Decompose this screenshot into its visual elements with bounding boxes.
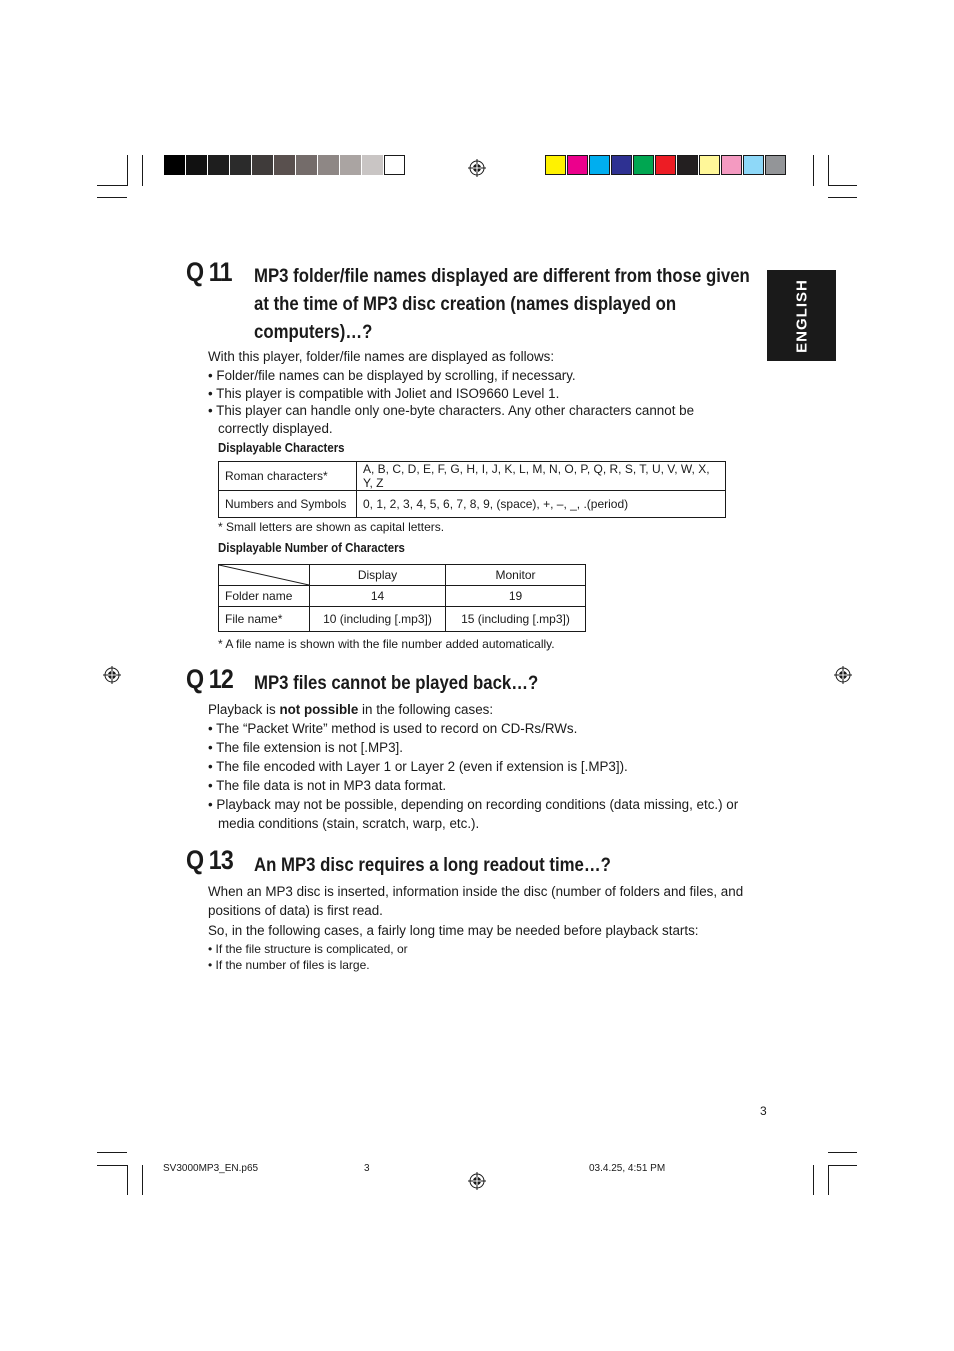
- row-value: 0, 1, 2, 3, 4, 5, 6, 7, 8, 9, (space), +, –, _, .(period): [357, 491, 726, 518]
- crop-mark: [828, 185, 857, 186]
- crop-mark: [828, 1152, 857, 1153]
- footer-filename: SV3000MP3_EN.p65: [163, 1163, 259, 1174]
- crop-mark: [142, 1165, 143, 1195]
- q12-number: Q 12: [186, 664, 233, 694]
- footer-page: 3: [364, 1163, 370, 1174]
- q12-title: MP3 files cannot be played back…?: [254, 672, 539, 694]
- crop-mark: [828, 197, 857, 198]
- color-swatch: [633, 155, 654, 175]
- q12-bullet: • The file data is not in MP3 data format.: [208, 778, 447, 793]
- page-number: 3: [760, 1104, 767, 1118]
- q11-title: MP3 folder/file names displayed are different from those given at the time of MP3 disc creation (names displayed on computers)…?: [254, 265, 750, 343]
- cell-display: 10 (including [.mp3]): [310, 607, 446, 632]
- registration-mark-icon: [834, 666, 852, 684]
- crop-mark: [127, 1165, 128, 1195]
- gray-swatch: [362, 155, 383, 175]
- crop-mark: [97, 1165, 127, 1166]
- q12-intro-text: Playback is: [208, 702, 280, 717]
- gray-swatch: [186, 155, 207, 175]
- footer-timestamp: 03.4.25, 4:51 PM: [589, 1163, 666, 1174]
- q12-body: [208, 700, 748, 833]
- count-heading: Displayable Number of Characters: [218, 540, 405, 555]
- language-tab: [767, 270, 836, 361]
- q13-number: Q 13: [186, 845, 233, 875]
- language-tab-label: ENGLISH: [793, 278, 810, 353]
- gray-swatch: [340, 155, 361, 175]
- row-label: Numbers and Symbols: [219, 491, 357, 518]
- q11-bullet: • This player is compatible with Joliet and ISO9660 Level 1.: [208, 385, 560, 401]
- q11-number: Q 11: [186, 257, 232, 287]
- chars-heading: Displayable Characters: [218, 440, 345, 455]
- crop-mark: [813, 155, 814, 186]
- q11-bullet: • Folder/file names can be displayed by scrolling, if necessary.: [208, 368, 576, 383]
- color-swatch: [743, 155, 764, 175]
- displayable-number-table: [218, 564, 586, 632]
- q12-bullet: • Playback may not be possible, depending on recording conditions (data missing, etc.) or media conditions (stain, scratch, warp, etc.).: [208, 797, 739, 831]
- color-swatch: [655, 155, 676, 175]
- q12-bullet: • The “Packet Write” method is used to record on CD-Rs/RWs.: [208, 721, 578, 736]
- q12-intro-emphasis: not possible: [279, 702, 359, 717]
- color-swatch: [699, 155, 720, 175]
- q11-bullet: • This player can handle only one-byte characters. Any other characters cannot be correctly displayed.: [208, 403, 695, 436]
- table-row: [219, 607, 586, 632]
- q12-bullet: • The file encoded with Layer 1 or Layer 2 (even if extension is [.MP3]).: [208, 759, 628, 774]
- color-swatch: [589, 155, 610, 175]
- crop-mark: [127, 155, 128, 186]
- color-swatch: [567, 155, 588, 175]
- diagonal-header-cell: [219, 565, 310, 586]
- color-swatch: [721, 155, 742, 175]
- chars-note: * Small letters are shown as capital letters.: [218, 520, 445, 534]
- gray-swatch: [296, 155, 317, 175]
- q11-body: [208, 347, 748, 437]
- q13-paragraph: When an MP3 disc is inserted, information inside the disc (number of folders and files, and positions of data) is first read.: [208, 884, 744, 918]
- q13-title: An MP3 disc requires a long readout time…?: [254, 854, 611, 876]
- crop-mark: [97, 185, 127, 186]
- q13-bullet: • If the number of files is large.: [208, 958, 370, 972]
- crop-mark: [97, 197, 127, 198]
- q12-bullet: • The file extension is not [.MP3].: [208, 740, 403, 755]
- color-swatch: [765, 155, 786, 175]
- table-row: [219, 565, 586, 586]
- color-swatch: [677, 155, 698, 175]
- gray-swatch: [208, 155, 229, 175]
- gray-swatch: [384, 155, 405, 175]
- displayable-characters-table: [218, 461, 726, 518]
- column-header: Display: [310, 565, 446, 586]
- q13-paragraph: So, in the following cases, a fairly long time may be needed before playback starts:: [208, 923, 699, 938]
- color-swatch: [545, 155, 566, 175]
- column-header: Monitor: [446, 565, 586, 586]
- registration-mark-icon: [468, 159, 486, 177]
- table-row: [219, 462, 726, 491]
- q13-body: [208, 882, 753, 973]
- row-label: File name*: [219, 607, 310, 632]
- gray-swatch: [252, 155, 273, 175]
- registration-mark-icon: [103, 666, 121, 684]
- cell-display: 14: [310, 586, 446, 607]
- count-note: * A file name is shown with the file number added automatically.: [218, 637, 555, 651]
- q11-intro: With this player, folder/file names are displayed as follows:: [208, 349, 555, 364]
- color-swatch: [611, 155, 632, 175]
- cell-monitor: 15 (including [.mp3]): [446, 607, 586, 632]
- gray-swatch: [164, 155, 185, 175]
- crop-mark: [828, 1165, 829, 1195]
- table-row: [219, 586, 586, 607]
- row-label: Folder name: [219, 586, 310, 607]
- crop-mark: [813, 1165, 814, 1195]
- q12-intro-text: in the following cases:: [358, 702, 494, 717]
- crop-mark: [142, 155, 143, 186]
- row-label: Roman characters*: [219, 462, 357, 491]
- q13-bullet: • If the file structure is complicated, or: [208, 942, 408, 956]
- crop-mark: [97, 1152, 127, 1153]
- gray-swatch: [318, 155, 339, 175]
- crop-mark: [828, 155, 829, 186]
- registration-mark-icon: [468, 1172, 486, 1190]
- row-value: A, B, C, D, E, F, G, H, I, J, K, L, M, N, O, P, Q, R, S, T, U, V, W, X, Y, Z: [357, 462, 726, 491]
- gray-swatch: [274, 155, 295, 175]
- crop-mark: [828, 1165, 857, 1166]
- table-row: [219, 491, 726, 518]
- q12-intro: [208, 700, 748, 719]
- gray-swatch: [230, 155, 251, 175]
- cell-monitor: 19: [446, 586, 586, 607]
